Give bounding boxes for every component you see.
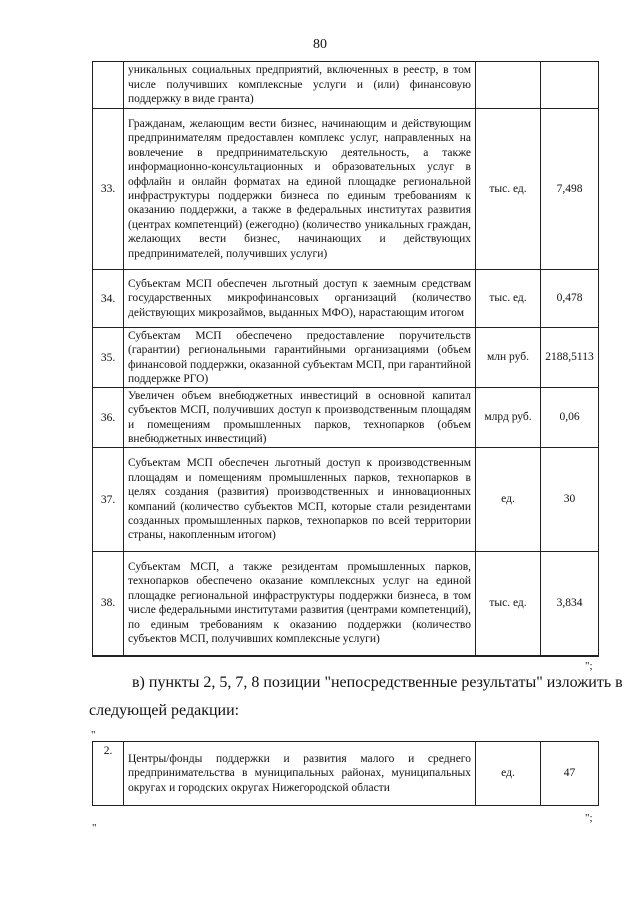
row-value: 0,06: [541, 388, 599, 448]
row-description: Увеличен объем внебюджетных инвестиций в основной капитал субъектов МСП, получивших доступ к производственным площадям и помещениям промышленных парков, технопарков (объем внебюджетных инвестиций): [124, 388, 476, 448]
row-number: 2.: [93, 742, 124, 806]
new-edition-table: [92, 741, 599, 806]
row-value: 47: [541, 742, 599, 806]
row-value: 30: [541, 448, 599, 552]
row-value: 7,498: [541, 109, 599, 270]
closing-quote: ";: [585, 812, 593, 824]
row-description: Субъектам МСП обеспечено предоставление поручительств (гарантии) региональными гарантийными организациями (объем финансовой поддержки, оказанной субъектам МСП, при гарантийной поддержке РГО): [124, 328, 476, 388]
row-unit: ед.: [476, 448, 541, 552]
table-row: [93, 742, 599, 806]
row-unit: тыс. ед.: [476, 552, 541, 656]
table-row: [93, 448, 599, 552]
row-value: [541, 62, 599, 109]
opening-quote: ": [91, 729, 96, 741]
table-row: [93, 270, 599, 328]
amendment-paragraph: в) пункты 2, 5, 7, 8 позиции "непосредственные результаты" изложить в: [132, 674, 623, 691]
table-row: [93, 552, 599, 656]
row-number: 33.: [93, 109, 124, 270]
row-description: уникальных социальных предприятий, включенных в реестр, в том числе получивших комплексные услуги и (или) финансовую поддержку в виде гранта): [124, 62, 476, 109]
table-row: [93, 328, 599, 388]
row-unit: [476, 62, 541, 109]
row-number: [93, 62, 124, 109]
table-row: [93, 388, 599, 448]
row-unit: тыс. ед.: [476, 270, 541, 328]
row-description: Субъектам МСП, а также резидентам промышленных парков, технопарков обеспечено оказание комплексных услуг на единой площадке региональной инфраструктуры поддержки бизнеса, в том числе федеральными институтами развития (центрами компетенций), по единым требованиям к оказанию поддержки (количество субъектов МСП, получивших комплексные услуги): [124, 552, 476, 656]
row-number: 38.: [93, 552, 124, 656]
row-unit: тыс. ед.: [476, 109, 541, 270]
results-table: [92, 61, 599, 657]
page-number: 80: [313, 37, 327, 52]
row-description: Субъектам МСП обеспечен льготный доступ к заемным средствам государственных микрофинансовых организаций (количество действующих микрозаймов, выданных МФО), нарастающим итогом: [124, 270, 476, 328]
row-description: Центры/фонды поддержки и развития малого и среднего предпринимательства в муниципальных районах, муниципальных округах и городских округах Нижегородской области: [124, 742, 476, 806]
row-unit: млрд руб.: [476, 388, 541, 448]
row-unit: ед.: [476, 742, 541, 806]
row-value: 0,478: [541, 270, 599, 328]
row-value: 2188,5113: [541, 328, 599, 388]
row-value: 3,834: [541, 552, 599, 656]
closing-quote: ";: [585, 660, 593, 672]
row-description: Субъектам МСП обеспечен льготный доступ к производственным площадям и помещениям промышленных парков, технопарков в целях создания (развития) производственных и инновационных компаний (количество субъектов МСП, которые стали резидентами созданных промышленных парков, технопарков по всей территории страны, накопленным итогом): [124, 448, 476, 552]
table-row: [93, 62, 599, 109]
opening-quote: ": [92, 822, 97, 834]
row-number: 37.: [93, 448, 124, 552]
amendment-paragraph-continuation: следующей редакции:: [89, 702, 240, 719]
row-number: 36.: [93, 388, 124, 448]
row-description: Гражданам, желающим вести бизнес, начинающим и действующим предпринимателям предоставлен комплекс услуг, направленных на вовлечение в предпринимательскую деятельность, а также информационно-консультационных и образовательных услуг в оффлайн и онлайн форматах на единой площадке региональной инфраструктуры поддержки бизнеса по единым требованиям к оказанию поддержки, а также в федеральных институтах развития (центрах компетенций) (ежегодно) (количество уникальных граждан, желающих вести бизнес, начинающих и действующих предпринимателей, получивших услуги): [124, 109, 476, 270]
row-unit: млн руб.: [476, 328, 541, 388]
table-row: [93, 109, 599, 270]
row-number: 35.: [93, 328, 124, 388]
row-number: 34.: [93, 270, 124, 328]
